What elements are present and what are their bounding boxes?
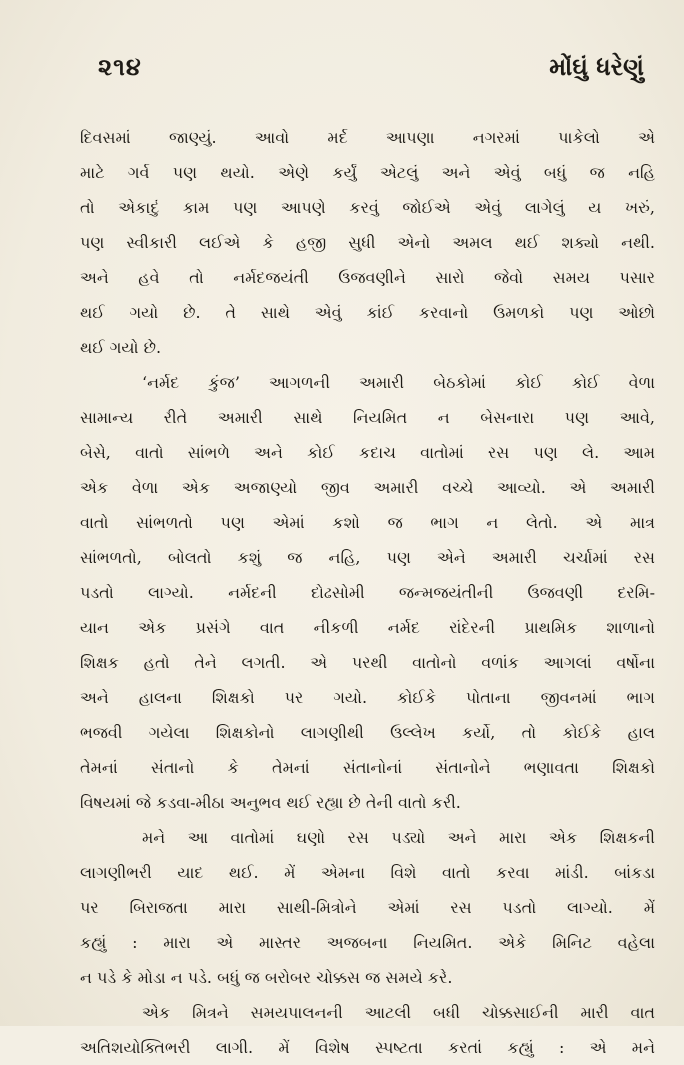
text-line: વાતો સાંભળતો પણ એમાં કશો જ ભાગ ન લેતો. એ માત્ર (80, 513, 655, 532)
body-text (80, 120, 655, 1065)
text-line: પર બિરાજતા મારા સાથી-મિત્રોને એમાં રસ પડતો લાગ્યો. મેં (80, 898, 655, 917)
paragraph (80, 995, 655, 1065)
paragraph (80, 120, 655, 365)
text-line: તેમનાં સંતાનો કે તેમનાં સંતાનોનાં સંતાનોને ભણાવતા શિક્ષકો (80, 758, 655, 777)
text-line: લાગણીભરી યાદ થઈ. મેં એમના વિશે વાતો કરવા માંડી. બાંકડા (80, 863, 655, 882)
text-line: પણ સ્વીકારી લઈએ કે હજી સુધી એનો અમલ થઈ શક્યો નથી. (80, 233, 655, 252)
text-line: શિક્ષક હતો તેને લગતી. એ પરથી વાતોનો વળાંક આગલાં વર્ષોના (80, 653, 655, 672)
text-line: તો એકાદું કામ પણ આપણે કરવું જોઈએ એવું લાગેલું ય ખરું, (80, 198, 655, 217)
text-line: દિવસમાં જાણ્યું. આવો મર્દ આપણા નગરમાં પાકેલો એ (80, 128, 655, 147)
text-line: થઈ ગયો છે. તે સાથે એવું કાંઈ કરવાનો ઉમળકો પણ ઓછો (80, 303, 655, 322)
text-line: યાન એક પ્રસંગે વાત નીકળી નર્મદ રાંદેરની પ્રાથમિક શાળાનો (80, 618, 655, 637)
text-line: થઈ ગયો છે. (80, 338, 162, 357)
text-line: માટે ગર્વ પણ થયો. એણે કર્યું એટલું અને એવું બધું જ નહિ (80, 163, 655, 182)
text-line: પડતો લાગ્યો. નર્મદની દોઢસોમી જન્મજયંતીની ઉજવણી દરમિ- (80, 583, 655, 602)
text-line: અને હવે તો નર્મદજયંતી ઉજવણીને સારો જેવો સમય પસાર (80, 268, 655, 287)
text-line: અને હાલના શિક્ષકો પર ગયો. કોઈકે પોતાના જીવનમાં ભાગ (80, 688, 655, 707)
running-title: મોંઘું ધરેણું (549, 52, 644, 81)
text-line: વિષયમાં જે કડવા-મીઠા અનુભવ થઈ રહ્યા છે તેની વાતો કરી. (80, 793, 461, 812)
paragraph (80, 820, 655, 995)
text-line: ભજવી ગયેલા શિક્ષકોનો લાગણીથી ઉલ્લેખ કર્યો, તો કોઈકે હાલ (80, 723, 655, 742)
text-line: સાંભળતો, બોલતો કશું જ નહિ, પણ એને અમારી ચર્ચામાં રસ (80, 548, 655, 567)
text-line: એક વેળા એક અજાણ્યો જીવ અમારી વચ્ચે આવ્યો. એ અમારી (80, 478, 655, 497)
text-line: બેસે, વાતો સાંભળે અને કોઈ કદાચ વાતોમાં રસ પણ લે. આમ (80, 443, 655, 462)
text-line: કહ્યું : મારા એ માસ્તર અજબના નિયમિત. એકે મિનિટ વહેલા (80, 933, 655, 952)
text-line: ન પડે કે મોડા ન પડે. બધું જ બરોબર ચોક્કસ જ સમયે કરે. (80, 968, 453, 987)
text-line: સામાન્ય રીતે અમારી સાથે નિયમિત ન બેસનારા પણ આવે, (80, 408, 655, 427)
page-number: ૨૧૪ (98, 52, 142, 81)
text-line: મને આ વાતોમાં ઘણો રસ પડ્યો અને મારા એક શિક્ષકની (142, 828, 655, 847)
paragraph (80, 365, 655, 820)
text-line: એક મિત્રને સમયપાલનની આટલી બધી ચોક્કસાઈની મારી વાત (142, 1003, 655, 1022)
text-line: ‘નર્મદ કુંજ’ આગળની અમારી બેઠકોમાં કોઈ કોઈ વેળા (142, 373, 655, 392)
page-header (98, 52, 644, 92)
text-line: અતિશયોક્તિભરી લાગી. મેં વિશેષ સ્પષ્ટતા કરતાં કહ્યું : એ મને (80, 1038, 655, 1057)
